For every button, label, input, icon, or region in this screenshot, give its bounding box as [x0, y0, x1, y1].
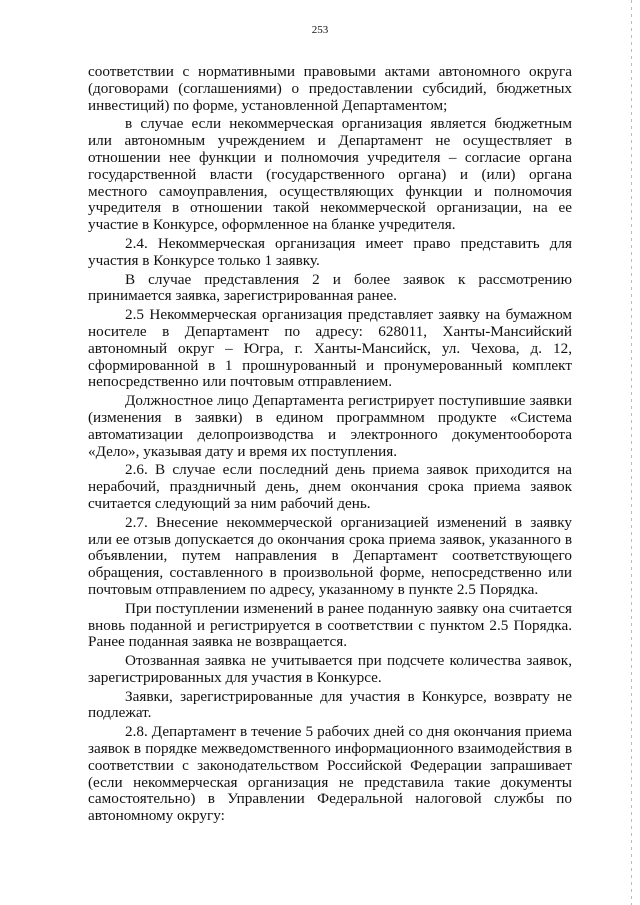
page-number: 253 — [311, 24, 329, 36]
paragraph-2-5: 2.5 Некоммерческая организация представляет заявку на бумажном носителе в Департамент по адресу: 628011, Ханты-Мансийский автономный округ – Югра, г. Ханты-Мансийск, ул. Чехова, д. 12, сформированной в 1 прошнурованный и пронумерованный комплект непосредственно или почтовым отправлением. — [88, 306, 572, 391]
paragraph-2-4: 2.4. Некоммерческая организация имеет право представить для участия в Конкурсе только 1 заявку. — [88, 234, 572, 269]
scan-edge-line — [631, 0, 632, 905]
paragraph-multiple-applications: В случае представления 2 и более заявок к рассмотрению принимается заявка, зарегистрированная ранее. — [88, 270, 572, 305]
paragraph-consent-founder: в случае если некоммерческая организация является бюджетным или автономным учреждением и Департамент не осуществляет в отношении нее функции и полномочия учредителя – согласие органа государственной власти (государственного органа) и (или) органа местного самоуправления, осуществляющих функции и полномочия учредителя в отношении такой некоммерческой организации, на ее участие в Конкурсе, оформленное на бланке учредителя. — [88, 115, 572, 234]
paragraph-2-6: 2.6. В случае если последний день приема заявок приходится на нерабочий, праздничный день, днем окончания срока приема заявок считается следующий за ним рабочий день. — [88, 461, 572, 512]
paragraph-continuation: соответствии с нормативными правовыми актами автономного округа (договорами (соглашениями) о предоставлении субсидий, бюджетных инвестиций) по форме, установленной Департаментом; — [88, 63, 572, 114]
paragraph-registration: Должностное лицо Департамента регистрирует поступившие заявки (изменения в заявки) в едином программном продукте «Система автоматизации делопроизводства и электронного документооборота «Дело», указывая дату и время их поступления. — [88, 392, 572, 460]
paragraph-withdrawn: Отозванная заявка не учитывается при подсчете количества заявок, зарегистрированных для участия в Конкурсе. — [88, 652, 572, 686]
paragraph-changes: При поступлении изменений в ранее поданную заявку она считается вновь поданной и регистрируется в соответствии с пунктом 2.5 Порядка. Ранее поданная заявка не возвращается. — [88, 599, 572, 651]
paragraph-2-7: 2.7. Внесение некоммерческой организацией изменений в заявку или ее отзыв допускается до окончания срока приема заявок, указанного в объявлении, путем направления в Департамент соответствующего обращения, составленного в произвольной форме, непосредственно или почтовым отправлением по адресу, указанному в пункте 2.5 Порядка. — [88, 513, 572, 598]
paragraph-no-return: Заявки, зарегистрированные для участия в Конкурсе, возврату не подлежат. — [88, 687, 572, 722]
document-body — [88, 64, 572, 827]
paragraph-2-8: 2.8. Департамент в течение 5 рабочих дней со дня окончания приема заявок в порядке межведомственного информационного взаимодействия в соответствии с законодательством Российской Федерации запрашивает (если некоммерческая организация не представила такие документы самостоятельно) в Управлении Федеральной налоговой службы по автономному округу: — [88, 723, 572, 825]
